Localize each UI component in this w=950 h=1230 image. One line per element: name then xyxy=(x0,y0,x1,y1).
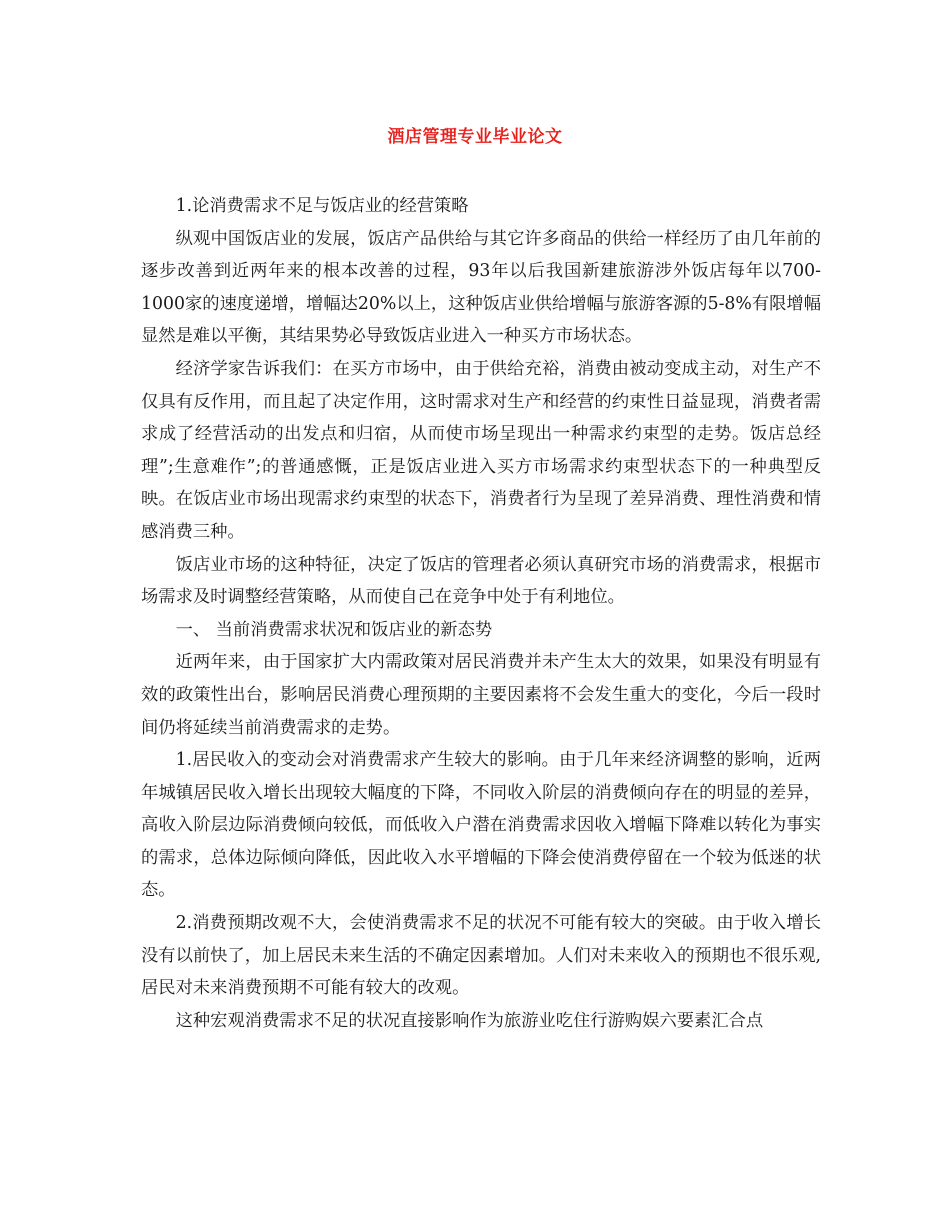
section-heading: 1.论消费需求不足与饭店业的经营策略 xyxy=(175,196,469,216)
document-title: 酒店管理专业毕业论文 xyxy=(387,127,563,147)
paragraph: 饭店业市场的这种特征，决定了饭店的管理者必须认真研究市场的消费需求，根据市场需求及时调整经营策略，从而使自己在竞争中处于有利地位。 xyxy=(141,554,821,608)
paragraph: 纵观中国饭店业的发展，饭店产品供给与其它许多商品的供给一样经历了由几年前的逐步改善到近两年来的根本改善的过程，93年以后我国新建旅游涉外饭店每年以700-1000家的速度递增，增幅达20%以上，这种饭店业供给增幅与旅游客源的5-8%有限增幅显然是难以平衡，其结果势必导致饭店业进入一种买方市场状态。 xyxy=(141,228,821,347)
paragraph: 这种宏观消费需求不足的状况直接影响作为旅游业吃住行游购娱六要素汇合点 xyxy=(175,1010,764,1031)
paragraph: 1.居民收入的变动会对消费需求产生较大的影响。由于几年来经济调整的影响，近两年城镇居民收入增长出现较大幅度的下降，不同收入阶层的消费倾向存在的明显的差异，高收入阶层边际消费倾向较低，而低收入户潜在消费需求因收入增幅下降难以转化为事实的需求，总体边际倾向降低，因此收入水平增幅的下降会使消费停留在一个较为低迷的状态。 xyxy=(141,750,821,901)
paragraph: 2.消费预期改观不大，会使消费需求不足的状况不可能有较大的突破。由于收入增长没有以前快了，加上居民未来生活的不确定因素增加。人们对未来收入的预期也不很乐观,居民对未来消费预期不可能有较大的改观。 xyxy=(141,913,821,999)
paragraph: 经济学家告诉我们：在买方市场中，由于供给充裕，消费由被动变成主动，对生产不仅具有反作用，而且起了决定作用，这时需求对生产和经营的约束性日益显现，消费者需求成了经营活动的出发点和归宿，从而使市场呈现出一种需求约束型的走势。饭店总经理”;生意难作”;的普通感慨，正是饭店业进入买方市场需求约束型状态下的一种典型反映。在饭店业市场出现需求约束型的状态下，消费者行为呈现了差异消费、理性消费和情感消费三种。 xyxy=(141,358,821,542)
section-heading: 一、 当前消费需求状况和饭店业的新态势 xyxy=(175,619,493,640)
document-body xyxy=(141,190,821,1037)
paragraph: 近两年来，由于国家扩大内需政策对居民消费并未产生太大的效果，如果没有明显有效的政策性出台，影响居民消费心理预期的主要因素将不会发生重大的变化，今后一段时间仍将延续当前消费需求的走势。 xyxy=(141,652,821,738)
